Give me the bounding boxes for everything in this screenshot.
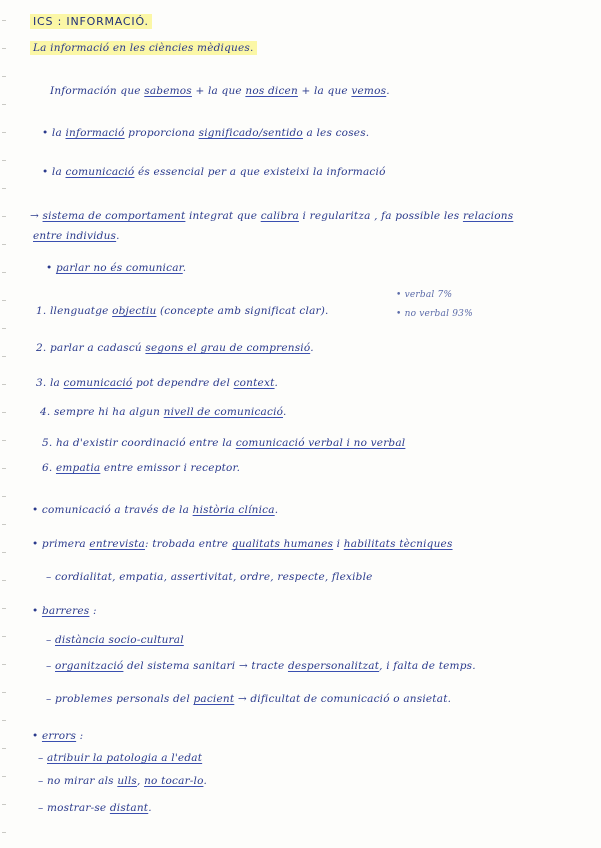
underlined-term: segons el grau de comprensió — [145, 342, 311, 354]
note-text: i — [333, 538, 344, 550]
underlined-term: entre individus — [33, 230, 117, 242]
note-line — [30, 210, 513, 222]
note-text: • — [46, 262, 56, 274]
underlined-term: sistema de comportament — [42, 210, 186, 222]
underlined-term: informació — [65, 127, 125, 139]
note-text: – — [38, 752, 47, 764]
note-text: . — [274, 377, 279, 389]
underlined-term: barreres — [41, 605, 90, 617]
underlined-term: relacions — [462, 210, 514, 222]
underlined-term: calibra — [260, 210, 299, 222]
underlined-term: comunicació — [63, 377, 133, 389]
note-text: : — [89, 605, 97, 617]
note-line — [36, 305, 329, 317]
note-line — [38, 775, 207, 787]
note-text: 1. llenguatge — [36, 305, 113, 317]
underlined-term: significado/sentido — [198, 127, 303, 139]
margin-tick — [2, 636, 6, 637]
underlined-term: organització — [55, 660, 124, 672]
side-note-nonverbal: • no verbal 93% — [396, 309, 473, 319]
note-line — [42, 127, 369, 139]
underlined-term: despersonalitzat — [287, 660, 380, 672]
margin-tick — [2, 804, 6, 805]
margin-tick — [2, 552, 6, 553]
underlined-term: vemos — [351, 85, 387, 97]
margin-tick — [2, 608, 6, 609]
note-text: integrat que — [185, 210, 261, 222]
note-line — [38, 802, 152, 814]
note-text: (concepte amb significat clar). — [156, 305, 329, 317]
margin-tick — [2, 272, 6, 273]
underlined-term: distant — [109, 802, 149, 814]
note-text: pot dependre del — [132, 377, 234, 389]
underlined-term: entrevista — [89, 538, 146, 550]
margin-tick — [2, 468, 6, 469]
note-line — [50, 85, 390, 97]
margin-tick — [2, 496, 6, 497]
note-line — [40, 406, 287, 418]
margin-tick — [2, 328, 6, 329]
note-text: del sistema sanitari → tracte — [123, 660, 288, 672]
note-line — [46, 660, 476, 672]
underlined-term: distància socio-cultural — [55, 634, 184, 646]
note-text: , i falta de temps. — [379, 660, 476, 672]
note-text: . — [274, 504, 279, 516]
note-line — [46, 571, 373, 583]
underlined-term: empatia — [55, 462, 101, 474]
margin-tick — [2, 692, 6, 693]
note-text: • comunicació a través de la — [32, 504, 193, 516]
note-text: a les coses. — [302, 127, 370, 139]
underlined-term: comunicació — [65, 166, 135, 178]
note-text: – problemes personals del — [46, 693, 194, 705]
margin-tick — [2, 720, 6, 721]
margin-tick — [2, 244, 6, 245]
note-text: proporciona — [124, 127, 199, 139]
note-text: . — [283, 406, 287, 418]
note-text: – no mirar als — [38, 775, 118, 787]
note-text: . — [203, 775, 207, 787]
note-text: : — [76, 730, 84, 742]
margin-tick — [2, 412, 6, 413]
underlined-term: nos dicen — [245, 85, 298, 97]
note-text: → — [30, 210, 43, 222]
underlined-term: atribuir la patologia a l'edat — [47, 752, 203, 764]
note-text: . — [310, 342, 314, 354]
note-line — [42, 462, 240, 474]
margin-tick — [2, 300, 6, 301]
underlined-term: objectiu — [112, 305, 157, 317]
margin-tick — [2, 832, 6, 833]
note-line — [32, 730, 83, 742]
margin-tick — [2, 48, 6, 49]
margin-tick — [2, 132, 6, 133]
note-text: . — [386, 85, 390, 97]
note-text: entre emissor i receptor. — [100, 462, 241, 474]
margin-tick — [2, 524, 6, 525]
note-text: • — [32, 730, 42, 742]
underlined-term: ulls — [117, 775, 137, 787]
note-line — [46, 693, 451, 705]
side-note-verbal: • verbal 7% — [396, 290, 453, 300]
note-text: + la que — [191, 85, 246, 97]
note-line — [36, 377, 278, 389]
note-text: 4. sempre hi ha algun — [40, 406, 164, 418]
underlined-term: qualitats humanes — [231, 538, 334, 550]
page-title: ICS : INFORMACIÓ. — [30, 14, 152, 29]
note-text: → dificultat de comunicació o ansietat. — [234, 693, 452, 705]
margin-tick — [2, 160, 6, 161]
underlined-term: no tocar-lo — [144, 775, 204, 787]
note-text: 2. parlar a cadascú — [36, 342, 146, 354]
margin-tick — [2, 104, 6, 105]
note-line — [33, 230, 120, 242]
margin-tick — [2, 188, 6, 189]
note-text: : trobada entre — [145, 538, 232, 550]
note-text: , — [136, 775, 145, 787]
margin-tick — [2, 76, 6, 77]
note-text: . — [182, 262, 187, 274]
note-line — [46, 262, 186, 274]
note-line — [38, 752, 202, 764]
note-text: – — [46, 634, 55, 646]
note-text: 3. la — [36, 377, 64, 389]
margin-tick — [2, 440, 6, 441]
note-text: – cordialitat, empatia, assertivitat, ordre, respecte, flexible — [46, 571, 373, 583]
underlined-term: pacient — [193, 693, 235, 705]
margin-tick — [2, 356, 6, 357]
underlined-term: parlar no és comunicar — [55, 262, 183, 274]
note-text: • la — [42, 166, 66, 178]
page-subtitle: La informació en les ciències mèdiques. — [30, 41, 257, 55]
note-text: i regularitza , fa possible les — [298, 210, 463, 222]
underlined-term: nivell de comunicació — [163, 406, 283, 418]
margin-tick — [2, 664, 6, 665]
underlined-term: història clínica — [192, 504, 275, 516]
note-text: • la — [42, 127, 66, 139]
underlined-term: sabemos — [144, 85, 192, 97]
note-line — [42, 166, 386, 178]
note-text: Información que — [50, 85, 145, 97]
margin-tick — [2, 384, 6, 385]
note-text: . — [116, 230, 120, 242]
margin-tick — [2, 216, 6, 217]
note-line — [36, 342, 314, 354]
note-line — [32, 538, 453, 550]
note-line — [46, 634, 184, 646]
note-text: • primera — [32, 538, 90, 550]
margin-tick — [2, 776, 6, 777]
note-text: • — [32, 605, 42, 617]
underlined-term: context — [233, 377, 275, 389]
note-text: és essencial per a que existeixi la informació — [134, 166, 386, 178]
underlined-term: errors — [41, 730, 77, 742]
note-text: – — [46, 660, 55, 672]
note-text: + la que — [297, 85, 352, 97]
underlined-term: comunicació verbal i no verbal — [235, 437, 406, 449]
note-text: 6. — [42, 462, 56, 474]
note-line — [32, 504, 278, 516]
margin-tick — [2, 580, 6, 581]
underlined-term: habilitats tècniques — [343, 538, 453, 550]
note-line — [42, 437, 405, 449]
note-text: . — [148, 802, 152, 814]
margin-tick — [2, 20, 6, 21]
note-line — [32, 605, 97, 617]
note-text: 5. ha d'existir coordinació entre la — [42, 437, 236, 449]
margin-tick — [2, 748, 6, 749]
note-text: – mostrar-se — [38, 802, 110, 814]
